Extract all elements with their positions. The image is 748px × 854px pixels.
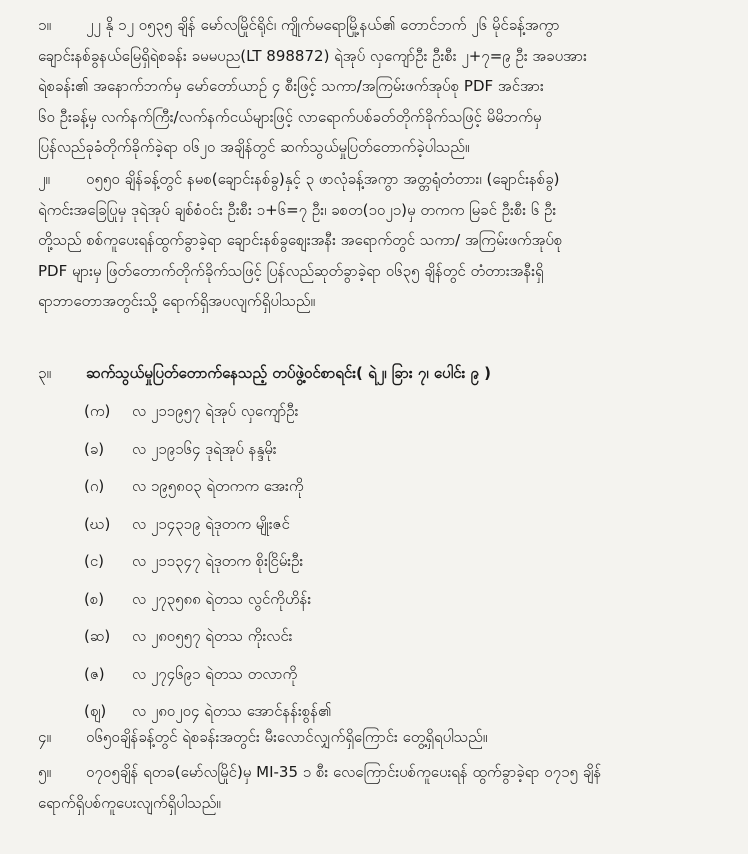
list-item-text: လ ၂၁၁၃၄၇ ရဲဒုတက စိုးငြိမ်းဦး: [132, 552, 304, 570]
paragraph-4: [38, 722, 710, 753]
paragraph-4-number: ၄။: [38, 728, 51, 746]
list-item: [84, 618, 644, 656]
paragraph-line: ၀၅၅၀ ချိန်ခန့်တွင် နမစ(ချောင်းနစ်ခွ)နှင့် ၃ ဖာလုံခန့်အကွာ အတ္တရုံတံတား၊ (ချောင်းနစ်ခွ): [86, 170, 560, 188]
paragraph-line: တို့သည် စစ်ကူပေးရန်ထွက်ခွာခဲ့ရာ ချောင်းနစ်ခွစျေးအနီး အရောက်တွင် သကာ/ အကြမ်းဖက်အုပ်စု: [38, 231, 563, 249]
list-item: [84, 581, 644, 619]
section-3-number: ၃။: [38, 364, 51, 382]
list-item: [84, 393, 644, 431]
paragraph-5: [38, 757, 710, 818]
paragraph-2: [38, 164, 710, 317]
paragraph-line: ရဲကင်းအခြေပြုမှ ဒုရဲအုပ် ချစ်စံဝင်း ဦးစီး ၁+၆=၇ ဦး၊ ခစတ(၁၀၂၁)မှ တကက မြခင် ဦးစီး ၆ ဦး: [38, 200, 557, 219]
list-item-text: လ ၂၇၃၅၈၈ ရဲတသ လွင်ကိုဟိန်း: [132, 589, 312, 608]
list-item-marker: (ဆ): [84, 627, 111, 645]
paragraph-1: [38, 10, 710, 163]
paragraph-line: ၀၆၅၀ချိန်ခန့်တွင် ရဲစခန်းအတွင်း မီးလောင်လျှက်ရှိကြောင်း တွေ့ရှိရပါသည်။: [86, 728, 488, 746]
paragraph-line: ပြန်လည်ခုခံတိုက်ခိုက်ခဲ့ရာ ၀၆၂၀ အချိန်တွင် ဆက်သွယ်မှုပြတ်တောက်ခဲ့ပါသည်။: [38, 138, 470, 156]
list-item-marker: (ဇ): [84, 664, 105, 683]
paragraph-line: ၂၂ နို ၁၂ ၀၅၃၅ ချိန် မော်လမြိုင်ရိုင်၊ ကျိုက်မရောမြို့နယ်၏ တောင်ဘက် ၂၆ မိုင်ခန့်အကွာ: [86, 16, 560, 34]
paragraph-line: ချောင်းနစ်ခွနယ်မြေရှိရဲစခန်း ခမမပည(LT 898872) ရဲအုပ် လှကျော်ဦး ဦးစီး ၂+၇=၉ ဦး အခပအား: [38, 46, 587, 65]
list-item-text: လ ၂၁၉၁၆၄ ဒုရဲအုပ် နန္ဒမိုး: [132, 439, 277, 458]
list-item-marker: (ဈ): [84, 702, 107, 720]
section-3-heading-row: [38, 358, 710, 389]
paragraph-line: ရဲစခန်း၏ အနောက်ဘက်မှ မော်တော်ယာဉ် ၄ စီးဖြင့် သကာ/အကြမ်းဖက်အုပ်စု PDF အင်အား: [38, 77, 544, 95]
paragraph-5-number: ၅။: [38, 763, 51, 781]
paragraph-line: ရောက်ရှိပစ်ကူပေးလျက်ရှိပါသည်။: [38, 793, 221, 812]
list-item-text: လ ၂၁၄၃၁၉ ရဲဒုတက မျိုးဇင်: [132, 514, 290, 533]
list-item-text: လ ၁၉၅၈၀၃ ရဲတကက အေးကို: [132, 477, 304, 495]
list-item-text: လ ၂၁၁၉၅၇ ရဲအုပ် လှကျော်ဦး: [132, 402, 299, 420]
list-item-text: လ ၂၇၄၆၉၁ ရဲတသ တလာကို: [132, 664, 298, 683]
section-3-heading: ဆက်သွယ်မှုပြတ်တောက်နေသည့် တပ်ဖွဲ့ဝင်စာရင်း( ရဲ၂၊ ခြား ၇၊ ပေါင်း ၉ ): [86, 364, 492, 382]
paragraph-line: ၀၇၀၅ချိန် ရတခ(မော်လမြိုင်)မှ MI-35 ၁ စီး လေကြောင်းပစ်ကူပေးရန် ထွက်ခွာခဲ့ရာ ၀၇၁၅ ချိန်: [86, 763, 602, 781]
paragraph-line: ရာဘာတောအတွင်းသို့ ရောက်ရှိအပလျက်ရှိပါသည်။: [38, 292, 316, 310]
personnel-list: [84, 393, 644, 731]
list-item-marker: (က): [84, 402, 111, 420]
paragraph-1-number: ၁။: [38, 16, 51, 34]
list-item-marker: (ဂ): [84, 477, 105, 495]
list-item-marker: (င): [84, 552, 105, 570]
list-item-text: လ ၂၈၀၅၅၇ ရဲတသ ကိုးလင်း: [132, 627, 293, 645]
paragraph-2-number: ၂။: [38, 170, 50, 188]
paragraph-line: PDF များမှ ဖြတ်တောက်တိုက်ခိုက်သဖြင့် ပြန်လည်ဆုတ်ခွာခဲ့ရာ ၀၆၃၅ ချိန်တွင် တံတားအနီးရှိ: [38, 261, 544, 280]
list-item-marker: (စ): [84, 589, 105, 608]
list-item-text: လ ၂၈၀၂၀၄ ရဲတသ အောင်နန်းစွန်၏: [132, 702, 332, 720]
paragraph-line: ၆၀ ဦးခန့်မှ လက်နက်ကြီး/လက်နက်ငယ်များဖြင့် လာရောက်ပစ်ခတ်တိုက်ခိုက်သဖြင့် မိမိဘက်မှ: [38, 107, 542, 126]
list-item: [84, 656, 644, 694]
list-item: [84, 543, 644, 581]
list-item-marker: (ဃ): [84, 514, 111, 533]
list-item-marker: (ခ): [84, 439, 105, 458]
list-item: [84, 468, 644, 506]
list-item: [84, 431, 644, 469]
list-item: [84, 506, 644, 544]
